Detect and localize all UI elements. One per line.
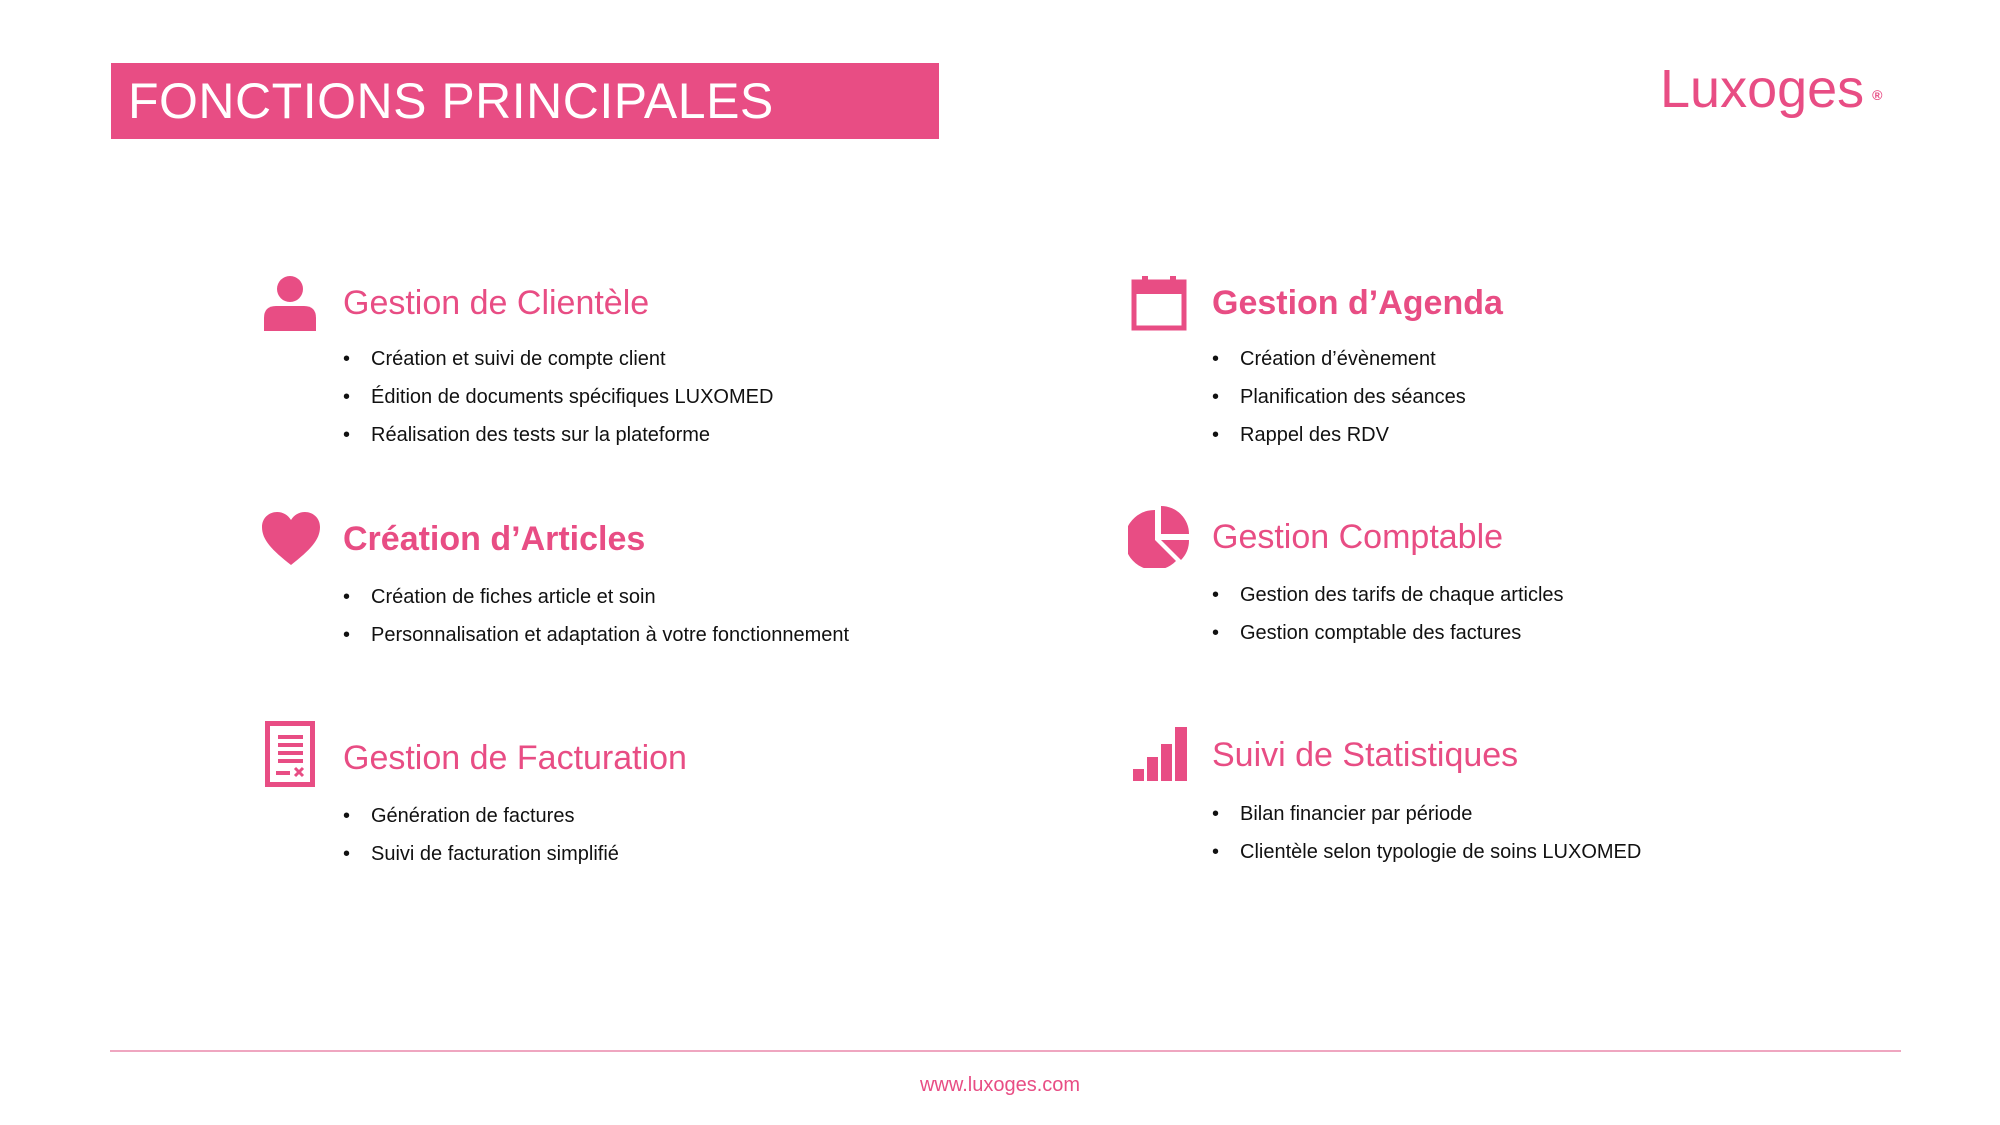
bullet-list <box>343 340 773 454</box>
feature-title: Suivi de Statistiques <box>1212 736 1519 774</box>
list-item: • Création d’évènement <box>1212 340 1466 378</box>
bullet-list <box>343 797 619 873</box>
list-item: • Réalisation des tests sur la plateforme <box>343 416 773 454</box>
bullet-list <box>343 578 849 654</box>
list-item: • Personnalisation et adaptation à votre fonctionnement <box>343 616 849 654</box>
page-title: FONCTIONS PRINCIPALES <box>128 73 774 129</box>
registered-mark: ® <box>1872 87 1883 103</box>
bar-chart-icon <box>1133 727 1187 781</box>
feature-title: Création d’Articles <box>343 520 646 558</box>
list-item: • Suivi de facturation simplifié <box>343 835 619 873</box>
feature-title: Gestion de Clientèle <box>343 284 650 322</box>
list-item: • Clientèle selon typologie de soins LUXOMED <box>1212 833 1641 871</box>
list-item: • Génération de factures <box>343 797 619 835</box>
list-item: • Création de fiches article et soin <box>343 578 849 616</box>
calendar-icon <box>1131 275 1187 331</box>
list-item: • Création et suivi de compte client <box>343 340 773 378</box>
bullet-list <box>1212 795 1641 871</box>
pie-chart-icon <box>1128 506 1190 568</box>
heart-icon <box>262 512 320 566</box>
bullet-list <box>1212 576 1564 652</box>
list-item: • Gestion des tarifs de chaque articles <box>1212 576 1564 614</box>
feature-title: Gestion de Facturation <box>343 739 687 777</box>
feature-title: Gestion Comptable <box>1212 518 1504 556</box>
feature-title: Gestion d’Agenda <box>1212 284 1503 322</box>
list-item: • Édition de documents spécifiques LUXOMED <box>343 378 773 416</box>
person-icon <box>263 275 317 331</box>
title-banner <box>111 63 939 139</box>
brand-name: Luxoges <box>1660 59 1865 119</box>
list-item: • Bilan financier par période <box>1212 795 1641 833</box>
brand-logo <box>1660 60 1883 119</box>
list-item: • Gestion comptable des factures <box>1212 614 1564 652</box>
list-item: • Rappel des RDV <box>1212 416 1466 454</box>
bullet-list <box>1212 340 1466 454</box>
invoice-icon <box>265 721 315 787</box>
footer-url: www.luxoges.com <box>919 1074 1081 1096</box>
list-item: • Planification des séances <box>1212 378 1466 416</box>
footer-divider <box>110 1050 1901 1052</box>
